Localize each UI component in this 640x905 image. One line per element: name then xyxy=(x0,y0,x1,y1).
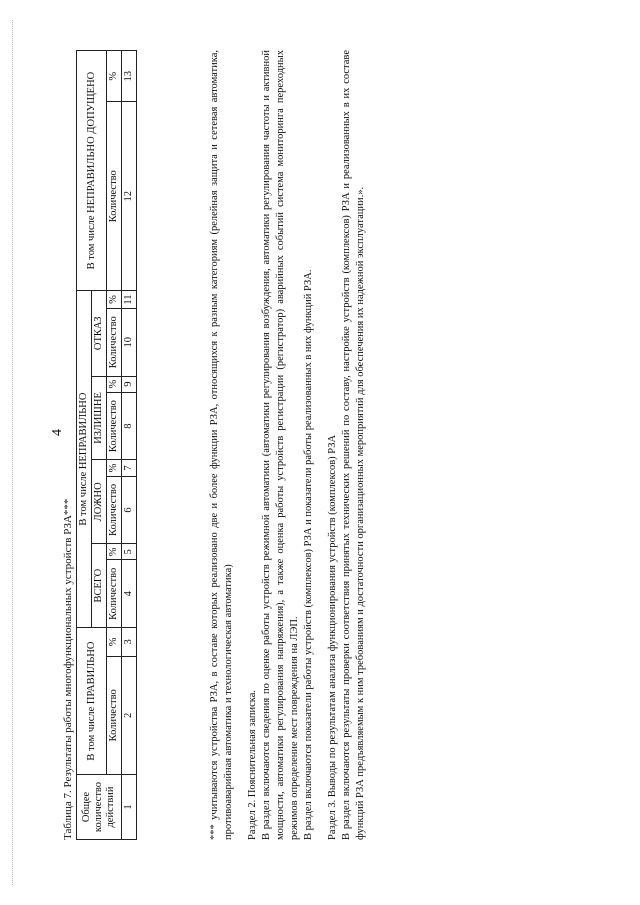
section2-title: Раздел 2. Пояснительная записка. xyxy=(247,690,258,840)
table-footnote: *** учитываются устройства РЗА, в составе которых реализовано две и более функции РЗА, относящихся к разным категориям (релейная защита и сетевая автоматика, противоаварийная автоматика и технологическая автоматика) xyxy=(209,50,234,840)
header-qty: Количество xyxy=(107,476,122,544)
header-qty: Количество xyxy=(107,656,122,774)
table-cell: 3 xyxy=(122,628,137,657)
header-pct: % xyxy=(107,544,122,560)
header-qty: Количество xyxy=(107,392,122,460)
section2-paragraph-2: В раздел включаются показатели работы устройств (комплексов) РЗА и показатели работы реализованных в них функций РЗА. xyxy=(303,269,314,840)
table-cell: 9 xyxy=(122,376,137,392)
rotated-content xyxy=(62,40,382,840)
section3-title: Раздел 3. Выводы по результатам анализа функционирования устройств (комплексов) РЗА xyxy=(327,434,338,840)
scan-fold-line xyxy=(12,20,13,885)
page-number: 4 xyxy=(50,429,65,436)
table-number-row xyxy=(122,51,137,840)
header-allowed-incorrect: В том числе НЕПРАВИЛЬНО ДОПУЩЕНО xyxy=(77,51,107,291)
table-cell: 13 xyxy=(122,51,137,102)
table-header-row-3 xyxy=(107,51,122,840)
table-cell: 2 xyxy=(122,656,137,774)
header-false: ЛОЖНО xyxy=(92,460,107,544)
header-excess: ИЗЛИШНЕ xyxy=(92,376,107,460)
header-pct: % xyxy=(107,376,122,392)
notes-block xyxy=(246,50,368,840)
header-qty: Количество xyxy=(107,102,122,291)
table-cell: 6 xyxy=(122,476,137,544)
table-cell: 7 xyxy=(122,460,137,476)
section2-paragraph-1: В раздел включаются сведения по оценке работы устройств режимной автоматики (автоматики регулирования возбуждения, автоматики регулирования частоты и активной мощности, автоматики регулирования напряжения), а также оценка работы устройств регистрации (регистратор) аварийных событий система мониторинга переходных режимов определение мест повреждения на ЛЭП. xyxy=(261,50,300,840)
header-total-actions: Общее количество действий xyxy=(77,775,122,840)
header-correct: В том числе ПРАВИЛЬНО xyxy=(77,628,107,775)
results-table xyxy=(76,50,137,840)
header-total: ВСЕГО xyxy=(92,544,107,628)
table-cell: 12 xyxy=(122,102,137,291)
table-cell: 8 xyxy=(122,392,137,460)
header-incorrect: В том числе НЕПРАВИЛЬНО xyxy=(77,291,92,628)
header-pct: % xyxy=(107,291,122,309)
table-cell: 1 xyxy=(122,775,137,840)
section3-paragraph-1: В раздел включаются результаты проверки соответствия принятых технических решений по составу, настройке устройств (комплексов) РЗА и реализованных в их составе функций РЗА предъявляемым к ним требованиям и достаточности организационных мероприятий для обеспечения их надежной эксплуатации.». xyxy=(341,50,366,840)
table-cell: 5 xyxy=(122,544,137,560)
header-failure: ОТКАЗ xyxy=(92,291,107,376)
table-cell: 10 xyxy=(122,308,137,376)
table-caption: Таблица 7. Результаты работы многофункциональных устройств РЗА*** xyxy=(62,498,74,840)
header-pct: % xyxy=(107,51,122,102)
table-cell: 4 xyxy=(122,560,137,628)
header-qty: Количество xyxy=(107,308,122,376)
table-header-row-1 xyxy=(77,51,92,840)
table-cell: 11 xyxy=(122,291,137,309)
header-pct: % xyxy=(107,628,122,657)
header-qty: Количество xyxy=(107,560,122,628)
header-pct: % xyxy=(107,460,122,476)
